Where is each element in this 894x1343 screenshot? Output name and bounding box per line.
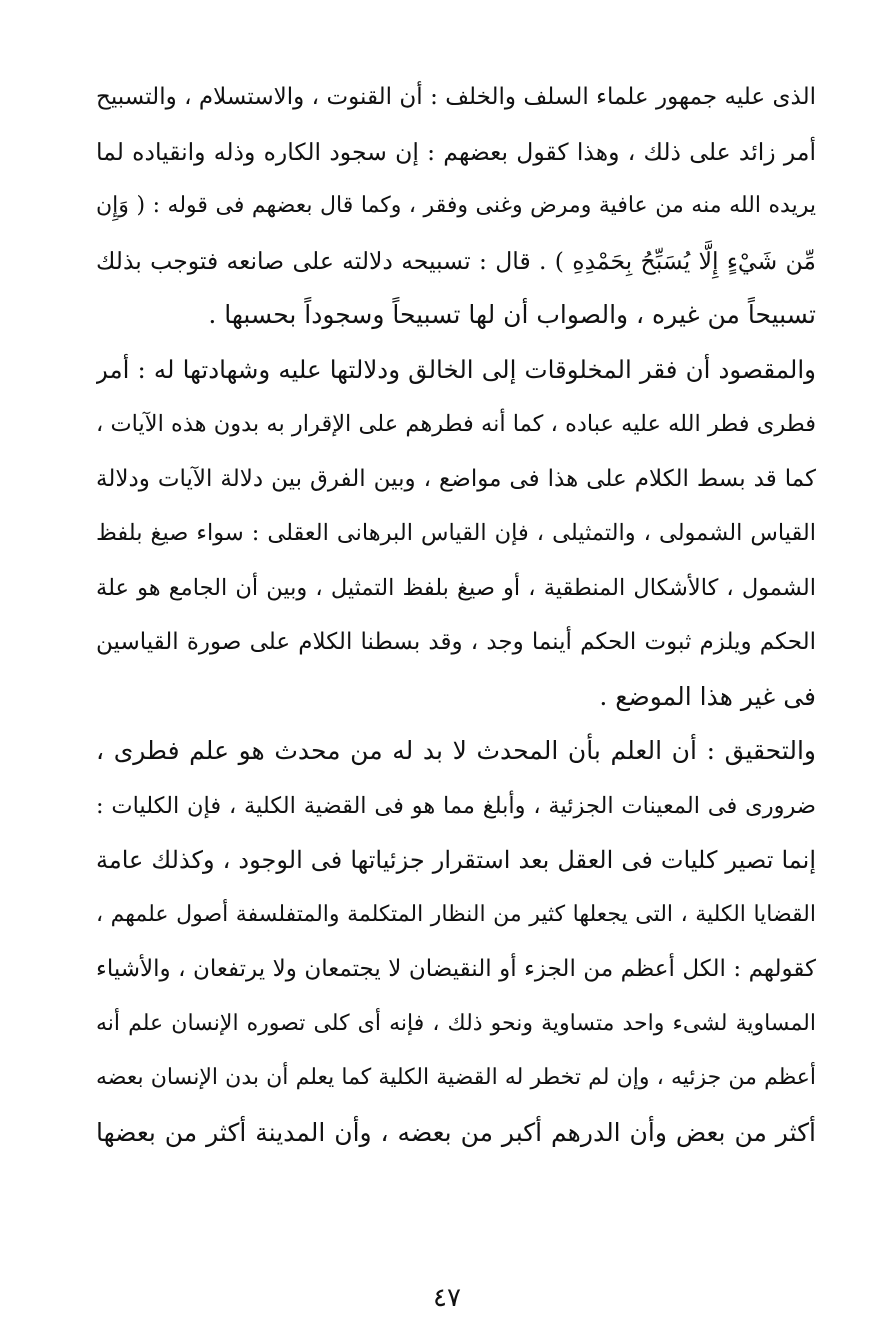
text-line-6: والمقصود أن فقر المخلوقات إلى الخالق ودلالتها عليه وشهادتها له : أمر	[96, 354, 816, 384]
text-line-4: مِّن شَيْءٍ إِلَّا يُسَبِّحُ بِحَمْدِهِ ) . قال : تسبيحه دلالته على صانعه فتوجب بذلك	[96, 246, 816, 275]
text-line-18: المساوية لشىء واحد متساوية ونحو ذلك ، فإنه أى كلى تصوره الإنسان علم أنه	[96, 1010, 816, 1036]
text-line-9: القياس الشمولى ، والتمثيلى ، فإن القياس البرهانى العقلى : سواء صيغ بلفظ	[96, 520, 816, 546]
text-line-8: كما قد بسط الكلام على هذا فى مواضع ، وبين الفرق بين دلالة الآيات ودلالة	[96, 465, 816, 492]
text-line-1: الذى عليه جمهور علماء السلف والخلف : أن القنوت ، والاستسلام ، والتسبيح	[96, 84, 816, 110]
text-line-17: كقولهم : الكل أعظم من الجزء أو النقيضان لا يجتمعان ولا يرتفعان ، والأشياء	[96, 956, 816, 982]
text-line-5: تسبيحاً من غيره ، والصواب أن لها تسبيحاً وسجوداً بحسبها .	[208, 300, 816, 329]
text-line-13: والتحقيق : أن العلم بأن المحدث لا بد له من محدث هو علم فطرى ،	[96, 736, 816, 765]
text-line-14: ضرورى فى المعينات الجزئية ، وأبلغ مما هو فى القضية الكلية ، فإن الكليات :	[96, 792, 816, 819]
text-line-3: يريده الله منه من عافية ومرض وغنى وفقر ، وكما قال بعضهم فى قوله : ( وَإِن	[96, 193, 816, 218]
text-line-2: أمر زائد على ذلك ، وهذا كقول بعضهم : إن سجود الكاره وذله وانقياده لما	[96, 137, 816, 166]
text-line-10: الشمول ، كالأشكال المنطقية ، أو صيغ بلفظ التمثيل ، وبين أن الجامع هو علة	[96, 574, 816, 601]
text-line-12: فى غير هذا الموضع .	[599, 681, 816, 711]
text-line-15: إنما تصير كليات فى العقل بعد استقرار جزئياتها فى الوجود ، وكذلك عامة	[96, 846, 816, 874]
text-line-20: أكثر من بعض وأن الدرهم أكبر من بعضه ، وأن المدينة أكثر من بعضها	[96, 1117, 816, 1147]
text-line-11: الحكم ويلزم ثبوت الحكم أينما وجد ، وقد بسطنا الكلام على صورة القياسين	[96, 629, 816, 655]
body-text	[96, 70, 816, 1160]
text-line-16: القضايا الكلية ، التى يجعلها كثير من النظار المتكلمة والمتفلسفة أصول علمهم ،	[96, 901, 816, 927]
text-line-19: أعظم من جزئيه ، وإن لم تخطر له القضية الكلية كما يعلم أن بدن الإنسان بعضه	[96, 1065, 816, 1090]
text-line-7: فطرى فطر الله عليه عباده ، كما أنه فطرهم على الإقرار به بدون هذه الآيات ،	[96, 411, 816, 437]
page-number: ٤٧	[433, 1283, 461, 1313]
